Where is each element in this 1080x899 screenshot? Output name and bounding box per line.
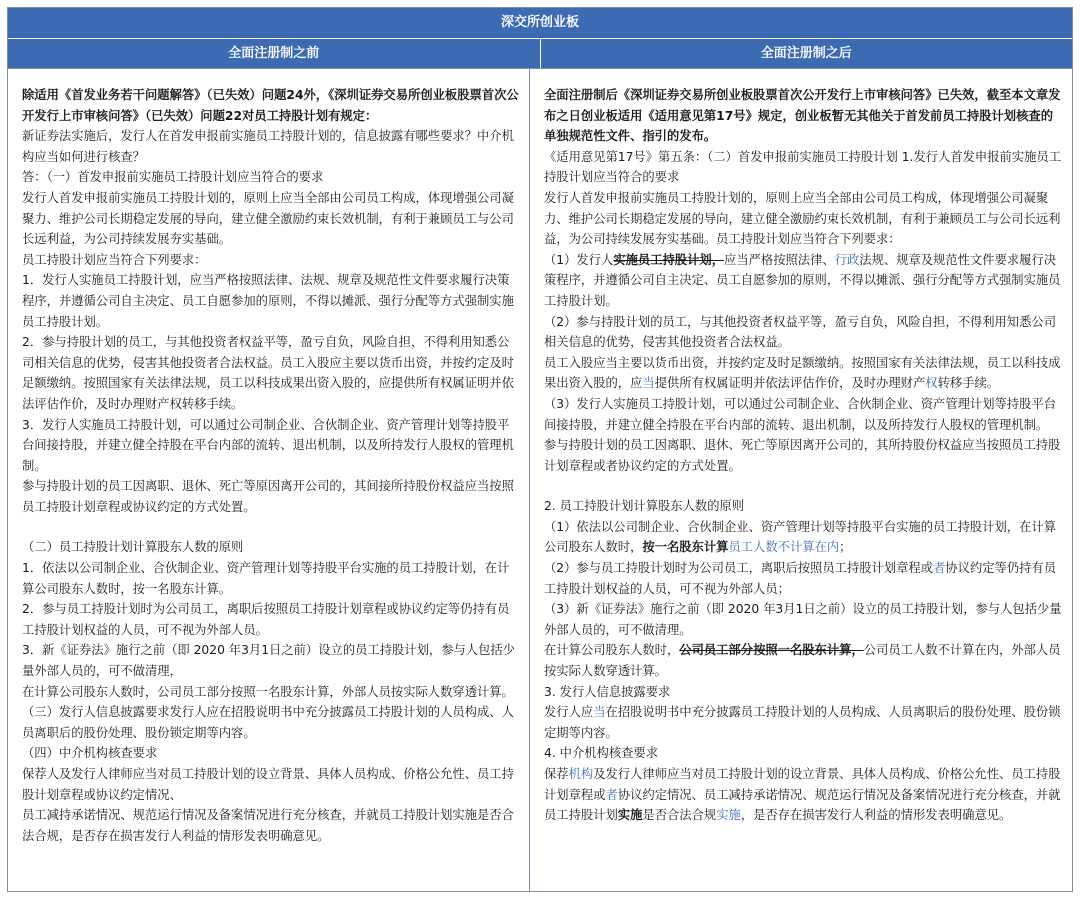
after-text: 4. 中介机构核查要求 (544, 746, 659, 761)
header-before: 全面注册制之前 (228, 46, 320, 61)
added-text: 实施 (716, 808, 741, 823)
table-title: 深交所创业板 (8, 8, 1072, 39)
added-text: 机构 (568, 767, 594, 781)
deleted-text: 按一名股东计算 (642, 540, 729, 555)
column-headers (8, 39, 1072, 69)
before-text: 发行人首发申报前实施员工持股计划的，原则上应当全部由公司员工构成，体现增强公司凝聚力、维护公司长期稳定发展的导向，建立健全激励约束长效机制，有利于兼顾员工与公司长远利益，为公司持续发展夯实基础。 (22, 190, 514, 247)
before-text: （二）员工持股计划计算股东人数的原则 (22, 540, 244, 555)
before-text: 2．参与持股计划的员工，与其他投资者权益平等，盈亏自负，风险自担，不得利用知悉公司相关信息的优势，侵害其他投资者合法权益。员工入股应主要以货币出资，并按约定及时足额缴纳。按照国家有关法律法规，员工以科技成果出资入股的，应提供所有权属证明并依法评估作价，及时办理财产权转移手续。 (22, 335, 514, 411)
after-text: （3）发行人实施员工持股计划，可以通过公司制企业、合伙制企业、资产管理计划等持股平台间接持股，并建立健全持股在平台内部的流转、退出机制，以及所持发行人股权的管理机制。 (544, 396, 1056, 432)
before-text: 员工持股计划应当符合下列要求： (22, 252, 207, 267)
before-text: 新证券法实施后，发行人在首发申报前实施员工持股计划的，信息披露有哪些要求？中介机构应当如何进行核查？ (22, 129, 514, 164)
deleted-text: 实施 (617, 808, 643, 823)
after-text: （1）依法以公司制企业、合伙制企业、资产管理计划等持股平台实施的员工持股计划，在计算公司股东人数时，按一名股东计算员工人数不计算在内； (544, 519, 1056, 555)
before-text: 员工减持承诺情况、规范运行情况及备案情况进行充分核查，并就员工持股计划实施是否合法合规，是否存在损害发行人利益的情形发表明确意见。 (22, 808, 514, 843)
after-intro: 全面注册制后《深圳证券交易所创业板股票首次公开发行上市审核问答》已失效，截至本文章发布之日创业板适用《适用意见第17号》规定，创业板暂无其他关于首发前员工持股计划核查的单独规范性文件、指引的发布。 (544, 88, 1061, 144)
before-text: 1．发行人实施员工持股计划，应当严格按照法律、法规、规章及规范性文件要求履行决策程序，并遵循公司自主决定、员工自愿参加的原则，不得以摊派、强行分配等方式强制实施员工持股计划。 (22, 273, 514, 329)
after-text: （2）参与员工持股计划时为公司员工，离职后按照员工持股计划章程或者协议约定等仍持有员工持股计划权益的人员，可不视为外部人员； (544, 561, 1057, 596)
after-text: 发行人首发申报前实施员工持股计划的，原则上应当全部由公司员工构成，体现增强公司凝聚力、维护公司长期稳定发展的导向，建立健全激励约束长效机制，有利于兼顾员工与公司长远利益，为公司持续发展夯实基础。员工持股计划应当符合下列要求： (544, 190, 1061, 247)
before-text: 3．新《证券法》施行之前（即 2020 年3月1日之前）设立的员工持股计划，参与人包括少量外部人员的，可不做清理， (22, 643, 515, 679)
deleted-text: 实施员工持股计划， (613, 252, 724, 267)
comparison-table (7, 7, 1073, 892)
after-column (529, 69, 1072, 892)
after-text: （2）参与持股计划的员工，与其他投资者权益平等，盈亏自负，风险自担，不得利用知悉公司相关信息的优势，侵害其他投资者合法权益。 (544, 314, 1056, 350)
header-after: 全面注册制之后 (540, 39, 1073, 68)
before-text: 保荐人及发行人律师应当对员工持股计划的设立背景、具体人员构成、价格公允性、员工持股计划章程或协议约定情况、 (22, 767, 514, 802)
after-text: 在计算公司股东人数时，公司员工部分按照一名股东计算，公司员工人数不计算在内，外部人员按实际人数穿透计算。 (544, 643, 1061, 679)
table-body (8, 69, 1072, 892)
before-text: 参与持股计划的员工因离职、退休、死亡等原因离开公司的，其间接所持股份权益应当按照员工持股计划章程或协议约定的方式处置。 (22, 479, 514, 514)
before-column (8, 69, 529, 892)
added-text: 者 (933, 561, 946, 576)
added-text: 当 (642, 376, 655, 391)
before-text: （四）中介机构核查要求 (22, 746, 158, 761)
added-text: 员工人数不计算在内 (728, 540, 840, 555)
after-text: 3. 发行人信息披露要求 (544, 684, 671, 699)
after-text: 2. 员工持股计划计算股东人数的原则 (544, 499, 745, 514)
after-text: 参与持股计划的员工因离职、退休、死亡等原因离开公司的，其所持股份权益应当按照员工持股计划章程或者协议约定的方式处置。 (544, 438, 1061, 473)
added-text: 行政 (834, 252, 860, 267)
after-text: （3）新《证券法》施行之前（即 2020 年3月1日之前）设立的员工持股计划，参与人包括少量外部人员的，可不做清理。 (544, 602, 1062, 637)
added-text: 者 (605, 787, 618, 802)
after-text: 发行人应当在招股说明书中充分披露员工持股计划的人员构成、人员离职后的股份处理、股份锁定期等内容。 (544, 705, 1061, 740)
after-text: 员工入股应当主要以货币出资，并按约定及时足额缴纳。按照国家有关法律法规，员工以科技成果出资入股的，应当提供所有权属证明并依法评估作价，及时办理财产权转移手续。 (544, 355, 1061, 391)
added-text: 权 (925, 376, 938, 391)
before-text: 1．依法以公司制企业、合伙制企业、资产管理计划等持股平台实施的员工持股计划，在计算公司股东人数时，按一名股东计算。 (22, 561, 510, 596)
before-text: 在计算公司股东人数时，公司员工部分按照一名股东计算，外部人员按实际人数穿透计算。 (22, 684, 514, 699)
before-text: 2．参与员工持股计划时为公司员工，离职后按照员工持股计划章程或协议约定等仍持有员工持股计划权益的人员，可不视为外部人员。 (22, 602, 510, 637)
before-text: （三）发行人信息披露要求发行人应在招股说明书中充分披露员工持股计划的人员构成、人员离职后的股份处理、股份锁定期等内容。 (22, 705, 514, 740)
after-text: 保荐机构及发行人律师应当对员工持股计划的设立背景、具体人员构成、价格公允性、员工持股计划章程或者协议约定情况、员工减持承诺情况、规范运行情况及备案情况进行充分核查，并就员工持股计划实施是否合法合规实施，是否存在损害发行人利益的情形发表明确意见。 (544, 767, 1061, 823)
before-intro: 除适用《首发业务若干问题解答》（已失效）问题24外，《深圳证券交易所创业板股票首次公开发行上市审核问答》（已失效）问题22对员工持股计划有规定： (22, 88, 519, 123)
added-text: 当 (593, 705, 606, 720)
deleted-text: 公司员工部分按照一名股东计算， (679, 643, 864, 658)
after-text: （1）发行人实施员工持股计划，应当严格按照法律、行政法规、规章及规范性文件要求履行决策程序，并遵循公司自主决定、员工自愿参加的原则，不得以摊派、强行分配等方式强制实施员工持股计划。 (544, 252, 1061, 308)
after-text: 《适用意见第17号》第五条：（二）首发申报前实施员工持股计划 1.发行人首发申报前实施员工持股计划应当符合的要求 (544, 149, 1062, 185)
before-text: 答：（一）首发申报前实施员工持股计划应当符合的要求 (22, 170, 324, 185)
before-text: 3．发行人实施员工持股计划，可以通过公司制企业、合伙制企业、资产管理计划等持股平台间接持股，并建立健全持股在平台内部的流转、退出机制，以及所持发行人股权的管理机制。 (22, 417, 514, 473)
